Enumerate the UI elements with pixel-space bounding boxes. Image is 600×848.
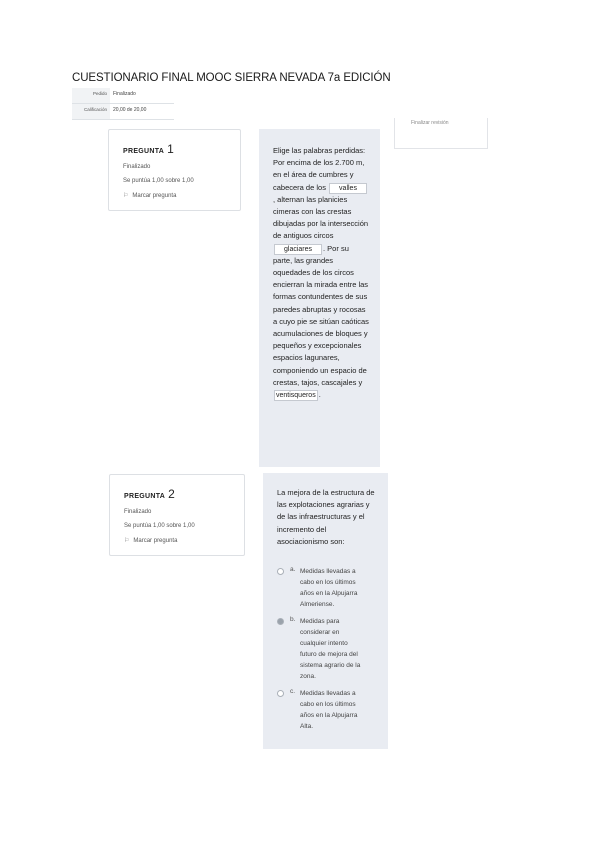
question-status: Finalizado [123,164,151,170]
question-number: 2 [168,487,176,501]
answer-option[interactable] [277,566,376,610]
summary-row [72,88,174,104]
radio-button-selected[interactable] [277,618,284,625]
summary-value: 20,00 de 20,00 [113,107,147,113]
quiz-navigation-panel [394,118,488,149]
option-text: Medidas para considerar en cualquier intento futuro de mejora del sistema agrario de la zona. [300,618,361,681]
question-content-card [259,129,380,467]
option-letter: a. [290,566,296,574]
question-text: Elige las palabras perdidas: Por encima de los 2.700 m, en el área de cumbres y cabecera de los valles, alternan las planicies cimeras con las crestas dibujadas por la intersección de antiguos circos glaciares . Por su parte, las grandes oquedades de los circos encierran la mirada entre las formas contundentes de sus paredes abruptas y rocosas a cuyo pie se sitúan caóticas acumulaciones de bloques y pequeños y excepcionales espacios lagunares, componiendo un espacio de crestas, tajos, cascajales y ventisqueros . [273,146,369,400]
question-label: PREGUNTA 2 [124,487,176,501]
question-score: Se puntúa 1,00 sobre 1,00 [123,178,194,184]
answer-list [277,566,376,732]
summary-table [72,88,174,120]
question-text: La mejora de la estructura de las explotaciones agrarias y de las infraestructuras y el incremento del asociacionismo son: [277,488,375,546]
answer-blank[interactable]: valles [329,183,367,194]
summary-key: Pedido [72,88,110,103]
flag-icon: ⚐ [123,193,129,199]
question-number: 1 [167,142,175,156]
option-letter: b. [290,616,296,624]
flag-icon: ⚐ [124,538,130,544]
question-info-card [109,474,245,556]
answer-option[interactable] [277,616,376,682]
question-score: Se puntúa 1,00 sobre 1,00 [124,523,195,529]
option-text: Medidas llevadas a cabo en los últimos años en la Alpujarra Alta. [300,690,358,731]
radio-button[interactable] [277,690,284,697]
answer-blank[interactable]: ventisqueros [276,392,316,400]
flag-question-label: Marcar pregunta [132,192,177,199]
flag-question-label: Marcar pregunta [133,537,178,544]
answer-blank[interactable]: glaciares [274,244,322,255]
page-title: CUESTIONARIO FINAL MOOC SIERRA NEVADA 7a EDICIÓN [72,72,391,84]
summary-row [72,104,174,120]
answer-option[interactable] [277,688,376,732]
flag-question-link[interactable] [123,192,226,199]
question-label: PREGUNTA 1 [123,142,175,156]
option-letter: c. [290,688,296,696]
question-content-card [263,473,388,749]
question-info-card [108,129,241,211]
flag-question-link[interactable] [124,537,230,544]
summary-key: Calificación [72,104,110,119]
finish-review-link[interactable]: Finalizar revisión [411,120,449,126]
question-status: Finalizado [124,509,152,515]
option-text: Medidas llevadas a cabo en los últimos años en la Alpujarra Almeriense. [300,568,358,609]
radio-button[interactable] [277,568,284,575]
summary-value: Finalizado [113,91,136,97]
